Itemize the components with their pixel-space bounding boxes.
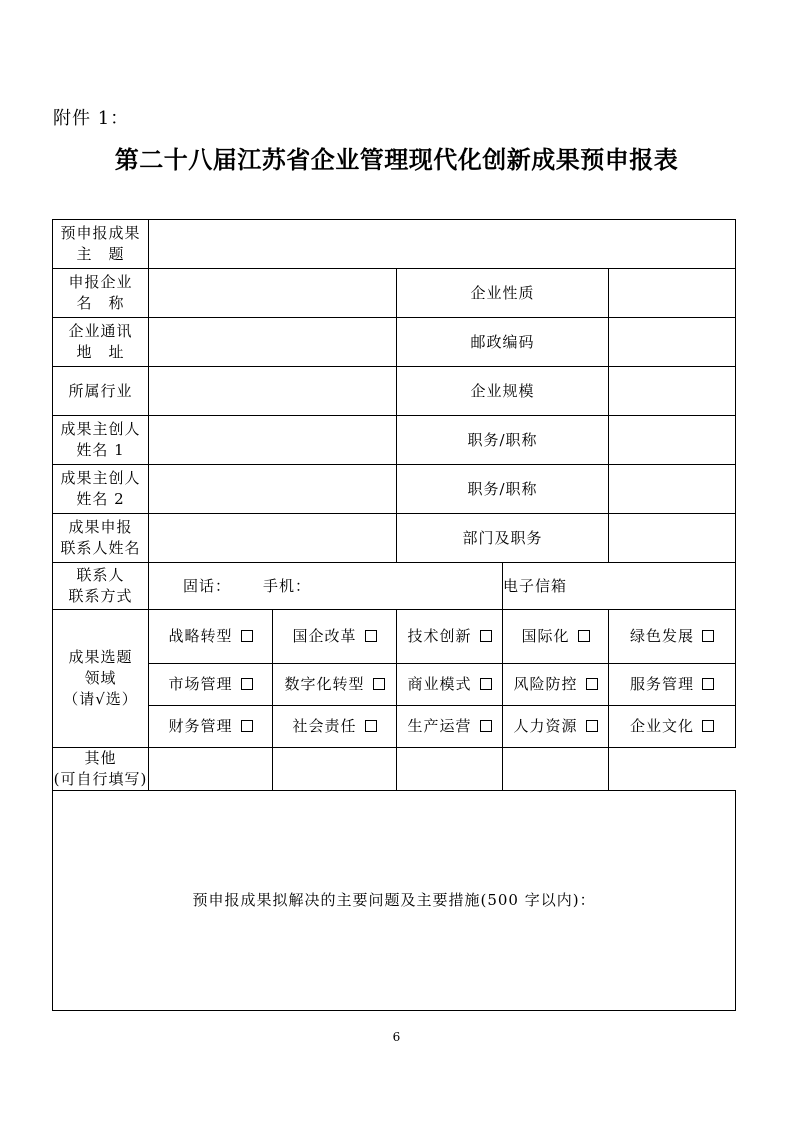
checkbox-icon[interactable]: [365, 630, 377, 642]
mobile-label: 手机：: [263, 576, 312, 595]
creator2-label: 成果主创人 姓名 2: [53, 465, 149, 514]
checkbox-icon[interactable]: [702, 678, 714, 690]
application-form: [52, 219, 736, 1011]
domain-checkbox[interactable]: 市场管理: [149, 664, 273, 706]
industry-input[interactable]: [149, 367, 397, 416]
domain-checkbox[interactable]: 社会责任: [273, 706, 397, 748]
problem-section[interactable]: [53, 791, 736, 1011]
topic-input[interactable]: [149, 220, 736, 269]
attachment-label: 附件 1：: [53, 108, 130, 129]
domain-checkbox[interactable]: 生产运营: [397, 706, 503, 748]
domain-checkbox[interactable]: 数字化转型: [273, 664, 397, 706]
company-scale-input[interactable]: [609, 367, 736, 416]
domain-checkbox[interactable]: 人力资源: [503, 706, 609, 748]
topic-label: 预申报成果 主 题: [53, 220, 149, 269]
domain-checkbox[interactable]: 服务管理: [609, 664, 736, 706]
checkbox-icon[interactable]: [241, 630, 253, 642]
creator2-input[interactable]: [149, 465, 397, 514]
domain-checkbox[interactable]: 风险防控: [503, 664, 609, 706]
company-nature-label: 企业性质: [397, 269, 609, 318]
domain-checkbox[interactable]: 技术创新: [397, 610, 503, 664]
email-cell[interactable]: [503, 563, 736, 610]
domain-checkbox[interactable]: 国企改革: [273, 610, 397, 664]
postcode-input[interactable]: [609, 318, 736, 367]
email-label: 电子信箱: [503, 576, 568, 595]
page-number: 6: [392, 1030, 401, 1044]
department-input[interactable]: [609, 514, 736, 563]
position2-input[interactable]: [609, 465, 736, 514]
creator1-label: 成果主创人 姓名 1: [53, 416, 149, 465]
checkbox-icon[interactable]: [480, 630, 492, 642]
domain-checkbox[interactable]: 绿色发展: [609, 610, 736, 664]
checkbox-icon[interactable]: [365, 720, 377, 732]
contact-phone-cell[interactable]: [149, 563, 503, 610]
department-label: 部门及职务: [397, 514, 609, 563]
problem-label: 预申报成果拟解决的主要问题及主要措施(500 字以内)：: [192, 891, 596, 909]
position2-label: 职务/职称: [397, 465, 609, 514]
checkbox-icon[interactable]: [578, 630, 590, 642]
company-nature-input[interactable]: [609, 269, 736, 318]
other-input[interactable]: [273, 748, 397, 791]
landline-label: 固话：: [182, 576, 231, 595]
domain-checkbox[interactable]: 企业文化: [609, 706, 736, 748]
checkbox-icon[interactable]: [586, 720, 598, 732]
form-title: 第二十八届江苏省企业管理现代化创新成果预申报表: [114, 145, 679, 174]
checkbox-icon[interactable]: [702, 630, 714, 642]
position1-label: 职务/职称: [397, 416, 609, 465]
checkbox-icon[interactable]: [373, 678, 385, 690]
other-label: 其他 (可自行填写): [53, 748, 149, 791]
other-input[interactable]: [397, 748, 503, 791]
position1-input[interactable]: [609, 416, 736, 465]
checkbox-icon[interactable]: [586, 678, 598, 690]
checkbox-icon[interactable]: [702, 720, 714, 732]
checkbox-icon[interactable]: [241, 678, 253, 690]
address-label: 企业通讯 地 址: [53, 318, 149, 367]
checkbox-icon[interactable]: [480, 720, 492, 732]
company-name-label: 申报企业 名 称: [53, 269, 149, 318]
contact-method-label: 联系人 联系方式: [53, 563, 149, 610]
contact-person-label: 成果申报 联系人姓名: [53, 514, 149, 563]
creator1-input[interactable]: [149, 416, 397, 465]
checkbox-icon[interactable]: [480, 678, 492, 690]
checkbox-icon[interactable]: [241, 720, 253, 732]
domain-label: 成果选题 领域 （请√选）: [53, 610, 149, 748]
address-input[interactable]: [149, 318, 397, 367]
postcode-label: 邮政编码: [397, 318, 609, 367]
contact-person-input[interactable]: [149, 514, 397, 563]
company-scale-label: 企业规模: [397, 367, 609, 416]
domain-checkbox[interactable]: 财务管理: [149, 706, 273, 748]
domain-checkbox[interactable]: 战略转型: [149, 610, 273, 664]
industry-label: 所属行业: [53, 367, 149, 416]
other-input[interactable]: [503, 748, 609, 791]
domain-checkbox[interactable]: 国际化: [503, 610, 609, 664]
domain-checkbox[interactable]: 商业模式: [397, 664, 503, 706]
company-name-input[interactable]: [149, 269, 397, 318]
other-input[interactable]: [149, 748, 273, 791]
